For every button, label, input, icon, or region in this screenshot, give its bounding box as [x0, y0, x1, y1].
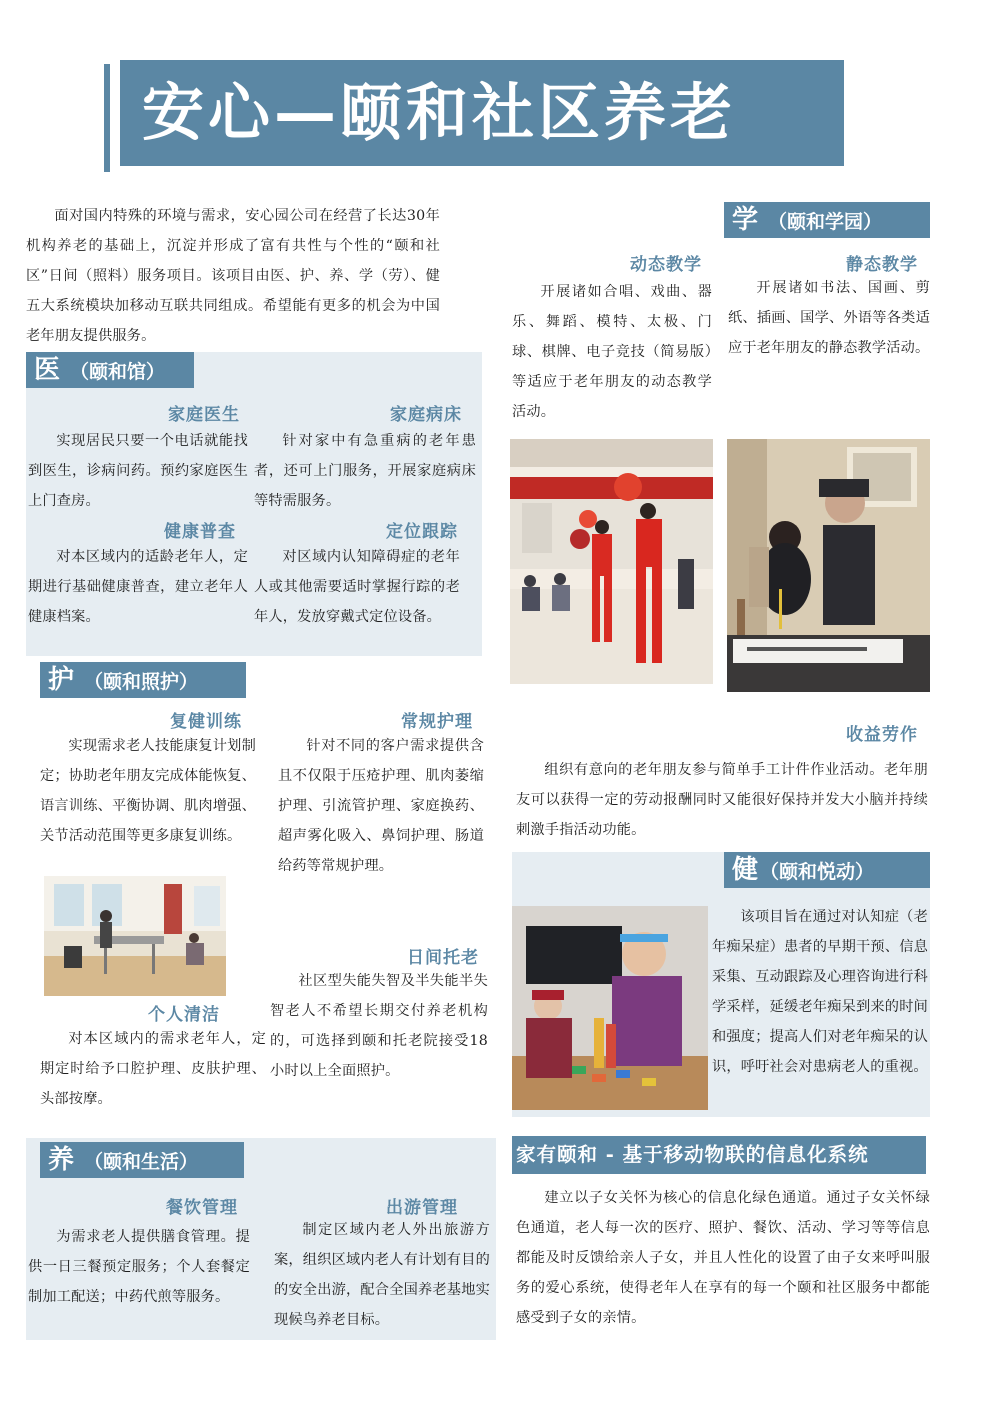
fan-dance-photo: [510, 439, 713, 684]
xue-item-title: 动态教学: [630, 255, 702, 275]
jian-heading: 健: [732, 855, 759, 885]
yi-item-text: 针对家中有急重病的老年患者，还可上门服务，开展家庭病床等特需服务。: [254, 433, 476, 509]
yang-item-title: 餐饮管理: [166, 1198, 238, 1218]
hu-item-title: 常规护理: [401, 712, 473, 732]
hu-item-text: 针对不同的客户需求提供含且不仅限于压疮护理、肌肉萎缩护理、引流管护理、家庭换药、超声雾化吸入、鼻饲护理、肠道给药等常规护理。: [278, 738, 484, 874]
hu-item-title: 日间托老: [407, 948, 479, 968]
page-title: 安心—颐和社区养老: [120, 60, 844, 166]
jian-section-heading: [724, 852, 930, 888]
yi-item-title: 定位跟踪: [386, 522, 458, 542]
hu-heading: 护: [48, 665, 75, 695]
xue-subheading: （颐和学园）: [768, 211, 883, 233]
intro-paragraph: 面对国内特殊的环境与需求，安心园公司在经营了长达30年机构养老的基础上，沉淀并形成了富有共性与个性的“颐和社区”日间（照料）服务项目。该项目由医、护、养、学（劳）、健五大系统模块加移动互联共同组成。希望能有更多的机会为中国老年朋友提供服务。: [26, 208, 440, 344]
yi-heading: 医: [34, 355, 61, 385]
jian-text: 该项目旨在通过对认知症（老年痴呆症）患者的早期干预、信息采集、互动跟踪及心理咨询进行科学采样，延缓老年痴呆到来的时间和强度；提高人们对老年痴呆的认识，呼吁社会对患病老人的重视。: [712, 909, 928, 1075]
yang-section-heading: [40, 1142, 244, 1178]
yi-subheading: （颐和馆）: [70, 361, 166, 383]
hu-subheading: （颐和照护）: [84, 671, 199, 693]
xue-item-text: 开展诸如合唱、戏曲、器乐、舞蹈、模特、太极、门球、棋牌、电子竞技（简易版）等适应于老年朋友的动态教学活动。: [512, 284, 712, 420]
xue-item-title: 静态教学: [846, 255, 918, 275]
yang-subheading: （颐和生活）: [84, 1151, 199, 1173]
elderly-games-photo: [512, 906, 708, 1110]
yi-item-text: 对区域内认知障碍症的老年人或其他需要适时掌握行踪的老年人，发放穿戴式定位设备。: [254, 549, 460, 625]
labor-text: 组织有意向的老年朋友参与简单手工计件作业活动。老年朋友可以获得一定的劳动报酬同时又能很好保持并发大小脑并持续刺激手指活动功能。: [516, 762, 928, 838]
yang-item-text: 为需求老人提供膳食管理。提供一日三餐预定服务；个人套餐定制加工配送；中药代煎等服务。: [28, 1229, 250, 1305]
yi-item-text: 实现居民只要一个电话就能找到医生，诊病问药。预约家庭医生上门查房。: [28, 433, 248, 509]
labor-title: 收益劳作: [846, 725, 918, 745]
title-rule: [104, 64, 110, 172]
mobile-section-heading: [512, 1136, 926, 1174]
mobile-text: 建立以子女关怀为核心的信息化绿色通道。通过子女关怀绿色通道，老人每一次的医疗、照护、餐饮、活动、学习等等信息都能及时反馈给亲人子女，并且人性化的设置了由子女来呼叫服务的爱心系统，使得老年人在享有的每一个颐和社区服务中都能感受到子女的亲情。: [516, 1190, 930, 1326]
rehab-training-photo: [44, 876, 226, 996]
jian-subheading: （颐和悦动）: [760, 861, 875, 883]
yang-item-title: 出游管理: [386, 1198, 458, 1218]
yi-item-title: 家庭医生: [168, 405, 240, 425]
xue-item-text: 开展诸如书法、国画、剪纸、插画、国学、外语等各类适应于老年朋友的静态教学活动。: [728, 280, 930, 356]
hu-item-text: 实现需求老人技能康复计划制定；协助老年朋友完成体能恢复、语言训练、平衡协调、肌肉增强、关节活动范围等更多康复训练。: [40, 738, 256, 844]
calligraphy-photo: [727, 439, 930, 692]
hu-section-heading: [40, 662, 246, 698]
hu-item-title: 个人清洁: [148, 1005, 220, 1025]
yang-item-text: 制定区域内老人外出旅游方案，组织区域内老人有计划有目的的安全出游，配合全国养老基地实现候鸟养老目标。: [274, 1222, 490, 1328]
hu-item-title: 复健训练: [170, 712, 242, 732]
hu-item-text: 对本区域内的需求老年人，定期定时给予口腔护理、皮肤护理、头部按摩。: [40, 1031, 266, 1107]
yi-item-text: 对本区域内的适龄老年人，定期进行基础健康普查，建立老年人健康档案。: [28, 549, 248, 625]
yi-section-heading: [26, 352, 194, 388]
yang-heading: 养: [48, 1145, 75, 1175]
xue-heading: 学: [732, 205, 759, 235]
mobile-heading: 家有颐和 - 基于移动物联的信息化系统: [516, 1143, 869, 1166]
xue-section-heading: [724, 202, 930, 238]
hu-item-text: 社区型失能失智及半失能半失智老人不希望长期交付养老机构的，可选择到颐和托老院接受18小时以上全面照护。: [270, 973, 488, 1079]
yi-item-title: 健康普查: [164, 522, 236, 542]
yi-item-title: 家庭病床: [390, 405, 462, 425]
